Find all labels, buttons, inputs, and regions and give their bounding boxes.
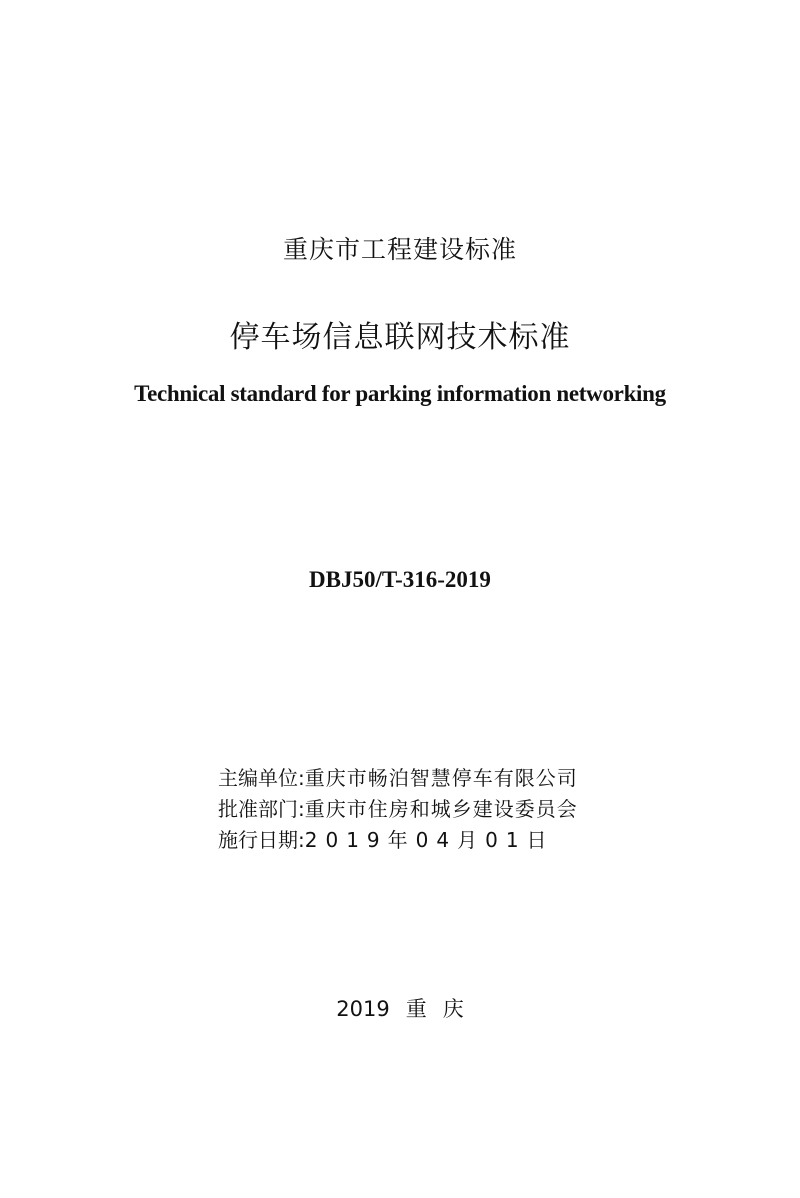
footer-city-char-1: 重	[405, 997, 427, 1021]
title-chinese: 停车场信息联网技术标准	[229, 320, 571, 355]
info-block	[218, 763, 578, 856]
info-value: 2019年04月01日	[304, 828, 555, 852]
info-value: 重庆市畅泊智慧停车有限公司	[304, 766, 578, 790]
standard-code: DBJ50/T-316-2019	[309, 567, 491, 592]
info-label: 批准部门:	[218, 797, 305, 821]
info-value: 重庆市住房和城乡建设委员会	[304, 797, 578, 821]
footer-city-char-2: 庆	[442, 997, 464, 1021]
title-english: Technical standard for parking information networking	[134, 381, 666, 406]
info-label: 主编单位:	[218, 766, 305, 790]
info-row-approver	[218, 794, 578, 825]
standard-series: 重庆市工程建设标准	[282, 235, 517, 264]
info-row-effective-date	[218, 825, 578, 856]
info-row-editor	[218, 763, 578, 794]
info-label: 施行日期:	[218, 828, 305, 852]
footer-year: 2019	[336, 997, 390, 1021]
publication-footer	[0, 993, 800, 1023]
